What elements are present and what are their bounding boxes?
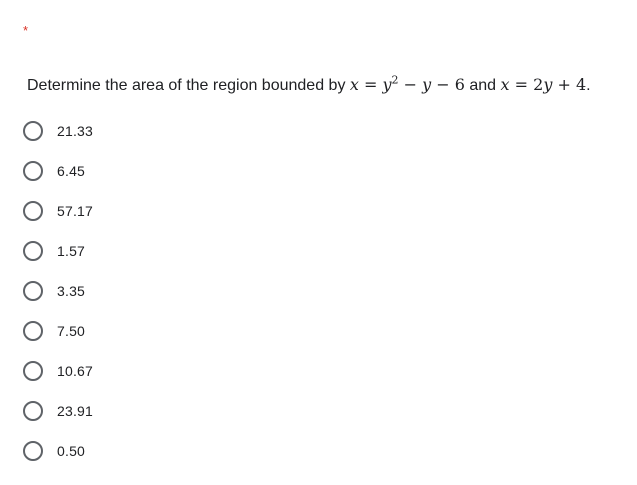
equation-1 <box>350 75 465 94</box>
eq2-rest: + 4 <box>552 75 587 94</box>
option-6[interactable] <box>23 311 323 351</box>
radio-button[interactable] <box>23 401 43 421</box>
required-asterisk: * <box>23 23 29 38</box>
eq1-rest2: − 6 <box>431 75 465 94</box>
option-label: 3.35 <box>57 283 86 299</box>
option-7[interactable] <box>23 351 323 391</box>
question-text <box>27 74 591 97</box>
eq1-y2: y <box>422 75 432 94</box>
answer-options <box>23 111 323 471</box>
option-8[interactable] <box>23 391 323 431</box>
eq1-rest1: − <box>398 75 423 94</box>
option-label: 57.17 <box>57 203 94 219</box>
eq1-lhs: x <box>349 75 359 94</box>
option-label: 21.33 <box>57 123 94 139</box>
option-label: 7.50 <box>57 323 86 339</box>
radio-button[interactable] <box>23 321 43 341</box>
option-1[interactable] <box>23 111 323 151</box>
radio-button[interactable] <box>23 161 43 181</box>
radio-button[interactable] <box>23 361 43 381</box>
option-4[interactable] <box>23 231 323 271</box>
radio-button[interactable] <box>23 281 43 301</box>
option-label: 0.50 <box>57 443 86 459</box>
eq2-lhs: x <box>500 75 510 94</box>
radio-button[interactable] <box>23 241 43 261</box>
equation-2 <box>501 75 587 94</box>
radio-button[interactable] <box>23 201 43 221</box>
eq1-exponent: 2 <box>391 73 399 87</box>
option-label: 1.57 <box>57 243 86 259</box>
radio-button[interactable] <box>23 121 43 141</box>
option-label: 10.67 <box>57 363 94 379</box>
option-label: 6.45 <box>57 163 86 179</box>
option-9[interactable] <box>23 431 323 471</box>
question-text-before: Determine the area of the region bounded by <box>27 77 350 94</box>
eq1-y: y <box>382 75 392 94</box>
option-5[interactable] <box>23 271 323 311</box>
eq2-pre: 2 <box>533 75 544 94</box>
option-3[interactable] <box>23 191 323 231</box>
eq2-op: = <box>509 75 534 94</box>
option-label: 23.91 <box>57 403 94 419</box>
eq2-y: y <box>543 75 553 94</box>
question-and: and <box>464 77 501 94</box>
eq1-op: = <box>358 75 383 94</box>
question-text-after: . <box>586 77 591 94</box>
option-2[interactable] <box>23 151 323 191</box>
radio-button[interactable] <box>23 441 43 461</box>
